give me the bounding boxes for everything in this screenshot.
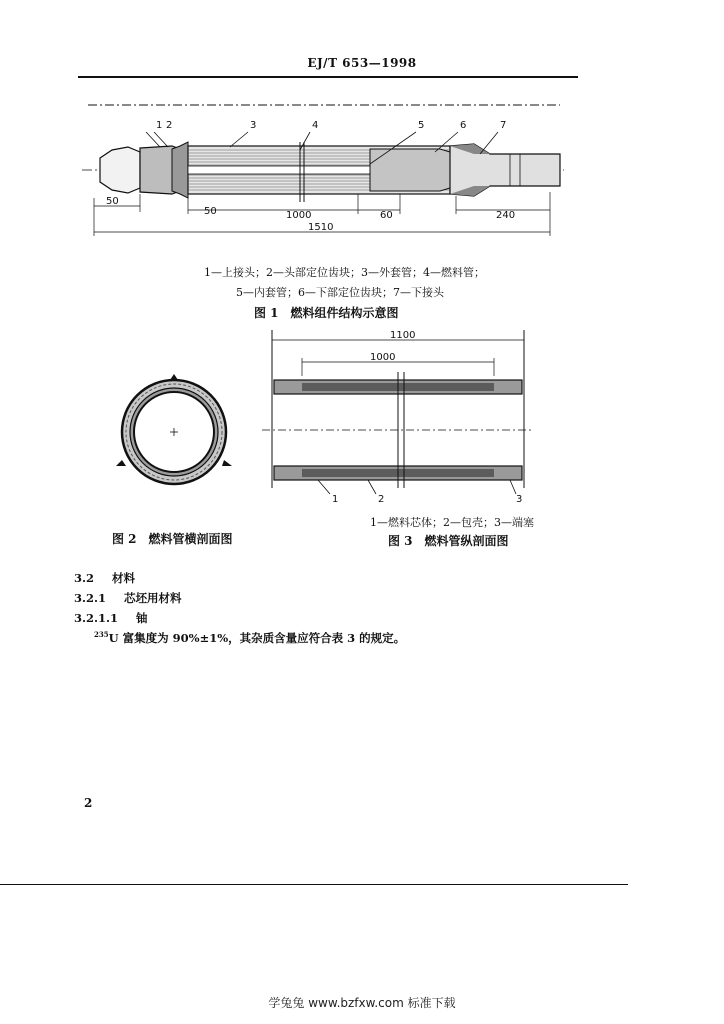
dim-50-inner: 50 <box>204 206 217 217</box>
dim-50-left: 50 <box>106 196 119 207</box>
figure2-drawing <box>112 370 236 494</box>
part-label-2: 2 <box>166 120 173 131</box>
section-3-2-1 <box>74 590 182 606</box>
header-rule <box>78 76 578 78</box>
fig3-part-label-3: 3 <box>516 494 523 505</box>
figure1-drawing <box>80 102 570 242</box>
figure1-legend-line2: 5—内套管；6—下部定位齿块；7—下接头 <box>236 286 444 299</box>
dim-1000-fig3: 1000 <box>370 352 396 363</box>
section-3-2 <box>74 570 135 586</box>
figure2-caption: 图 2 燃料管横剖面图 <box>112 532 233 546</box>
figure1-caption: 图 1 燃料组件结构示意图 <box>254 306 399 320</box>
fig3-part-label-2: 2 <box>378 494 385 505</box>
dim-1000: 1000 <box>286 210 312 221</box>
fig3-part-label-1: 1 <box>332 494 339 505</box>
page-number: 2 <box>84 796 93 810</box>
part-label-4: 4 <box>312 120 319 131</box>
figure3-caption: 图 3 燃料管纵剖面图 <box>388 534 509 548</box>
dim-240: 240 <box>496 210 516 221</box>
part-label-5: 5 <box>418 120 425 131</box>
section-number: 3.2 <box>74 571 95 585</box>
dim-1510: 1510 <box>308 222 334 233</box>
standard-code: EJ/T 653—1998 <box>307 56 417 70</box>
isotope-superscript: 235 <box>94 630 109 640</box>
part-label-6: 6 <box>460 120 467 131</box>
footer-watermark: 学兔兔 www.bzfxw.com 标准下载 <box>268 996 456 1010</box>
figure3-drawing <box>258 328 538 508</box>
part-label-7: 7 <box>500 120 507 131</box>
dim-1100: 1100 <box>390 330 416 341</box>
figure3-legend: 1—燃料芯体；2—包壳；3—端塞 <box>370 516 534 529</box>
paragraph-uranium-enrichment <box>94 630 405 646</box>
part-label-1: 1 <box>156 120 163 131</box>
paragraph-text: U 富集度为 90%±1%，其杂质含量应符合表 3 的规定。 <box>108 631 406 645</box>
figure1-legend-line1: 1—上接头；2—头部定位齿块；3—外套管；4—燃料管； <box>204 266 485 279</box>
bottom-rule <box>0 884 628 885</box>
section-3-2-1-1 <box>74 610 148 626</box>
section-title: 材料 <box>112 571 136 585</box>
section-title: 芯坯用材料 <box>124 591 182 605</box>
section-number: 3.2.1.1 <box>74 611 119 625</box>
dim-60: 60 <box>380 210 393 221</box>
part-label-3: 3 <box>250 120 257 131</box>
section-title: 铀 <box>136 611 148 625</box>
section-number: 3.2.1 <box>74 591 107 605</box>
